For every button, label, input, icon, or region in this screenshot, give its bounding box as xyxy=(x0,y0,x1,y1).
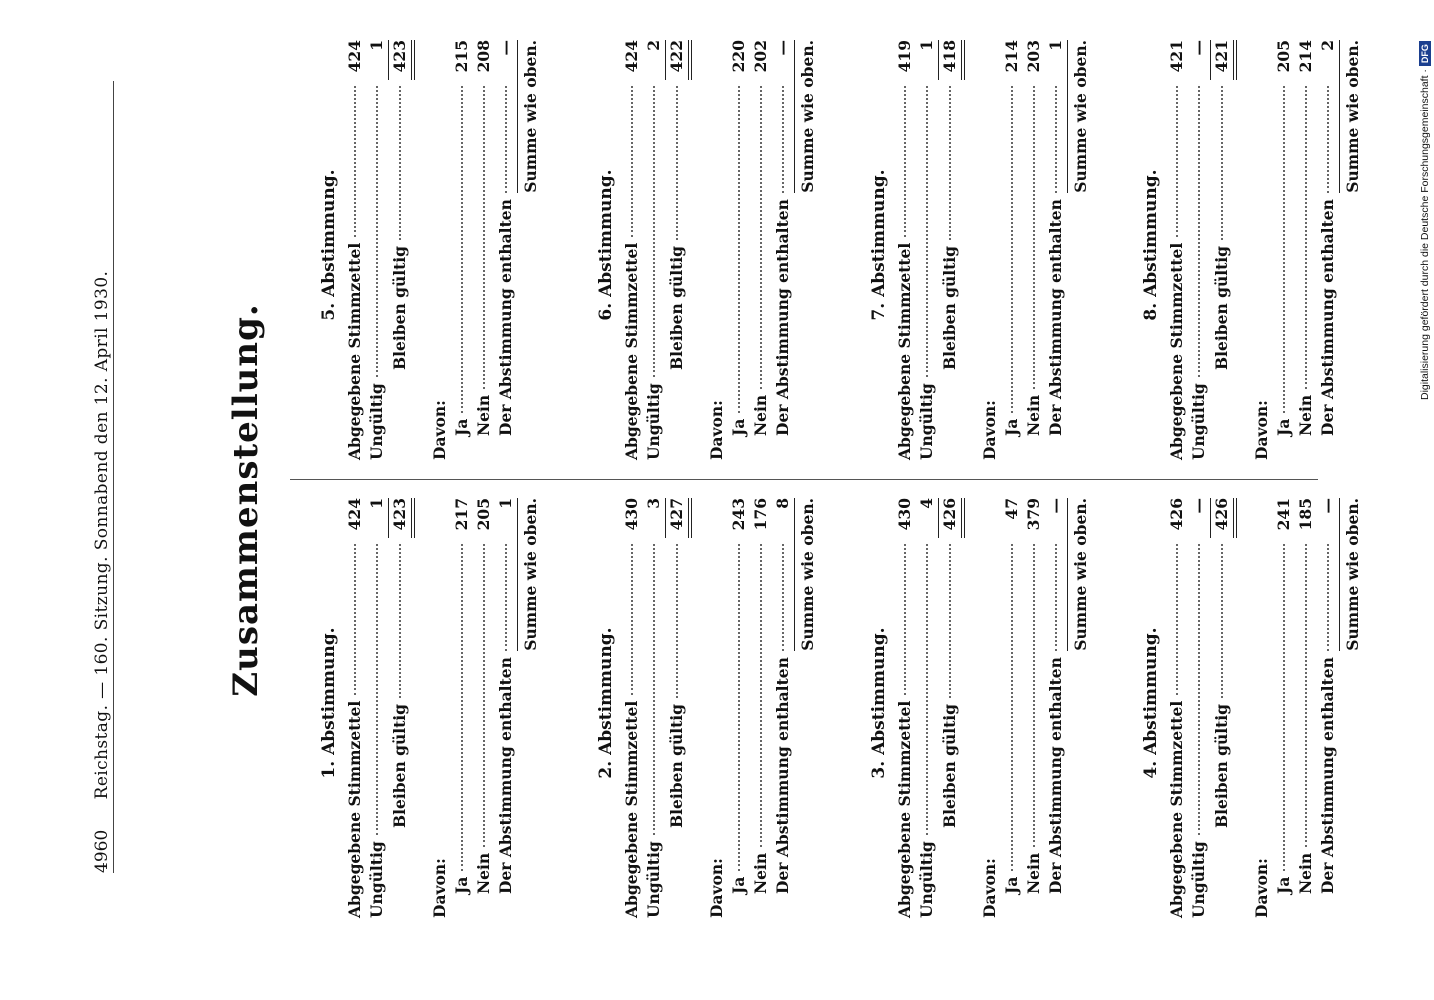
label-nein: Nein xyxy=(1024,852,1043,894)
label-davon: Davon: xyxy=(1252,858,1271,918)
row-ungueltig xyxy=(916,498,939,918)
vote-title: 1. Abstimmung. xyxy=(319,627,339,779)
row-gueltig xyxy=(939,40,965,460)
running-head: Reichstag. — 160. Sitzung. Sonnabend den 12. April 1930. xyxy=(92,270,112,800)
value-ja: 47 xyxy=(1002,498,1021,520)
label-summe: Summe wie oben. xyxy=(517,40,542,193)
label-abgegeben: Abgegebene Stimmzettel xyxy=(1167,242,1186,460)
vote-block xyxy=(318,40,542,460)
value-gueltig: 421 xyxy=(1211,40,1237,80)
label-gueltig: Bleiben gültig xyxy=(390,246,409,370)
vote-title: 5. Abstimmung. xyxy=(319,169,339,321)
value-nein: 185 xyxy=(1296,498,1315,531)
row-ja xyxy=(728,498,750,918)
label-enthalten: Der Abstimmung enthalten xyxy=(1046,199,1065,436)
row-nein xyxy=(750,40,772,460)
row-gueltig xyxy=(666,40,692,460)
value-nein: 203 xyxy=(1024,40,1043,73)
value-nein: 208 xyxy=(474,40,493,73)
row-enthalten xyxy=(495,40,517,460)
row-abgegeben xyxy=(344,40,366,460)
vote-block xyxy=(1140,40,1364,460)
row-gueltig xyxy=(666,498,692,918)
value-ungueltig: 1 xyxy=(366,40,389,80)
value-nein: 205 xyxy=(474,498,493,531)
label-ungueltig: Ungültig xyxy=(644,383,663,460)
row-ungueltig xyxy=(916,40,939,460)
value-gueltig: 427 xyxy=(666,498,692,538)
value-abgegeben: 424 xyxy=(345,40,364,73)
row-abgegeben xyxy=(344,498,366,918)
row-ja xyxy=(1001,40,1023,460)
value-gueltig: 418 xyxy=(939,40,965,80)
label-summe: Summe wie oben. xyxy=(1067,498,1092,651)
vote-title: 6. Abstimmung. xyxy=(596,169,616,321)
row-summe xyxy=(1067,40,1092,460)
dfg-funding-note xyxy=(1413,8,1434,408)
label-abgegeben: Abgegebene Stimmzettel xyxy=(895,242,914,460)
label-summe: Summe wie oben. xyxy=(517,498,542,651)
row-ungueltig xyxy=(366,498,389,918)
label-davon: Davon: xyxy=(1252,400,1271,460)
row-enthalten xyxy=(1045,498,1067,918)
label-davon: Davon: xyxy=(707,858,726,918)
row-abgegeben xyxy=(894,40,916,460)
label-nein: Nein xyxy=(751,852,770,894)
row-enthalten xyxy=(1045,40,1067,460)
value-enthalten: — xyxy=(773,40,792,56)
label-ja: Ja xyxy=(452,876,471,894)
row-summe xyxy=(794,40,819,460)
label-abgegeben: Abgegebene Stimmzettel xyxy=(622,700,641,918)
value-ungueltig: 1 xyxy=(366,498,389,538)
label-ungueltig: Ungültig xyxy=(367,383,386,460)
row-summe xyxy=(1339,498,1364,918)
row-nein xyxy=(1295,498,1317,918)
label-ja: Ja xyxy=(729,418,748,436)
dfg-note-text: Digitalisierung gefördert durch die Deutsche Forschungsgemeinschaft · xyxy=(1419,69,1431,400)
vote-title: 8. Abstimmung. xyxy=(1141,169,1161,321)
value-abgegeben: 424 xyxy=(345,498,364,531)
value-ungueltig: — xyxy=(1188,498,1211,538)
document-title: Zusammenstellung. xyxy=(226,303,266,697)
vote-block xyxy=(595,40,819,460)
value-ja: 205 xyxy=(1274,40,1293,73)
value-abgegeben: 421 xyxy=(1167,40,1186,73)
label-abgegeben: Abgegebene Stimmzettel xyxy=(895,700,914,918)
vote-title: 4. Abstimmung. xyxy=(1141,627,1161,779)
value-gueltig: 423 xyxy=(389,498,415,538)
column-divider xyxy=(290,479,1318,480)
value-nein: 176 xyxy=(751,498,770,531)
label-davon: Davon: xyxy=(980,858,999,918)
row-summe xyxy=(794,498,819,918)
label-ungueltig: Ungültig xyxy=(367,841,386,918)
value-ja: 214 xyxy=(1002,40,1021,73)
value-ja: 241 xyxy=(1274,498,1293,531)
value-ungueltig: 4 xyxy=(916,498,939,538)
label-gueltig: Bleiben gültig xyxy=(667,704,686,828)
row-nein xyxy=(750,498,772,918)
label-summe: Summe wie oben. xyxy=(1067,40,1092,193)
value-enthalten: — xyxy=(1046,498,1065,514)
label-summe: Summe wie oben. xyxy=(794,40,819,193)
vote-title: 3. Abstimmung. xyxy=(869,627,889,779)
value-gueltig: 422 xyxy=(666,40,692,80)
value-abgegeben: 426 xyxy=(1167,498,1186,531)
label-enthalten: Der Abstimmung enthalten xyxy=(496,657,515,894)
dfg-logo: DFG xyxy=(1419,41,1431,66)
row-ungueltig xyxy=(366,40,389,460)
row-nein xyxy=(1023,40,1045,460)
value-ungueltig: 1 xyxy=(916,40,939,80)
value-ja: 217 xyxy=(452,498,471,531)
value-abgegeben: 419 xyxy=(895,40,914,73)
label-abgegeben: Abgegebene Stimmzettel xyxy=(622,242,641,460)
label-summe: Summe wie oben. xyxy=(1339,498,1364,651)
label-davon: Davon: xyxy=(980,400,999,460)
value-nein: 214 xyxy=(1296,40,1315,73)
label-enthalten: Der Abstimmung enthalten xyxy=(773,657,792,894)
label-nein: Nein xyxy=(474,852,493,894)
row-gueltig xyxy=(389,40,415,460)
row-ja xyxy=(1273,498,1295,918)
label-gueltig: Bleiben gültig xyxy=(940,704,959,828)
row-nein xyxy=(473,40,495,460)
row-gueltig xyxy=(1211,498,1237,918)
label-ja: Ja xyxy=(1002,418,1021,436)
value-enthalten: 1 xyxy=(1046,40,1065,51)
row-ja xyxy=(1001,498,1023,918)
label-enthalten: Der Abstimmung enthalten xyxy=(1318,657,1337,894)
value-nein: 379 xyxy=(1024,498,1043,531)
header-rule xyxy=(113,81,114,873)
label-nein: Nein xyxy=(751,394,770,436)
vote-block xyxy=(1140,498,1364,918)
row-nein xyxy=(1295,40,1317,460)
label-summe: Summe wie oben. xyxy=(794,498,819,651)
value-abgegeben: 430 xyxy=(895,498,914,531)
label-enthalten: Der Abstimmung enthalten xyxy=(1318,199,1337,436)
row-abgegeben xyxy=(894,498,916,918)
label-davon: Davon: xyxy=(707,400,726,460)
row-ungueltig xyxy=(643,40,666,460)
label-ungueltig: Ungültig xyxy=(1189,383,1208,460)
label-nein: Nein xyxy=(474,394,493,436)
vote-block xyxy=(868,498,1092,918)
label-davon: Davon: xyxy=(430,858,449,918)
row-gueltig xyxy=(389,498,415,918)
value-ungueltig: 2 xyxy=(643,40,666,80)
label-gueltig: Bleiben gültig xyxy=(1212,246,1231,370)
label-davon: Davon: xyxy=(430,400,449,460)
label-ja: Ja xyxy=(1002,876,1021,894)
value-gueltig: 426 xyxy=(939,498,965,538)
value-enthalten: — xyxy=(496,40,515,56)
value-abgegeben: 430 xyxy=(622,498,641,531)
label-ja: Ja xyxy=(1274,876,1293,894)
label-ungueltig: Ungültig xyxy=(1189,841,1208,918)
row-ungueltig xyxy=(643,498,666,918)
label-ja: Ja xyxy=(1274,418,1293,436)
value-ja: 243 xyxy=(729,498,748,531)
label-ungueltig: Ungültig xyxy=(917,383,936,460)
label-nein: Nein xyxy=(1024,394,1043,436)
label-abgegeben: Abgegebene Stimmzettel xyxy=(1167,700,1186,918)
value-enthalten: — xyxy=(1318,498,1337,514)
row-summe xyxy=(517,498,542,918)
page-number: 4960 xyxy=(92,829,112,873)
value-abgegeben: 424 xyxy=(622,40,641,73)
label-gueltig: Bleiben gültig xyxy=(667,246,686,370)
label-enthalten: Der Abstimmung enthalten xyxy=(1046,657,1065,894)
row-nein xyxy=(1023,498,1045,918)
row-enthalten xyxy=(772,498,794,918)
label-nein: Nein xyxy=(1296,852,1315,894)
value-gueltig: 426 xyxy=(1211,498,1237,538)
label-enthalten: Der Abstimmung enthalten xyxy=(496,199,515,436)
row-gueltig xyxy=(1211,40,1237,460)
label-ungueltig: Ungültig xyxy=(917,841,936,918)
label-gueltig: Bleiben gültig xyxy=(390,704,409,828)
value-enthalten: 1 xyxy=(496,498,515,509)
vote-block xyxy=(595,498,819,918)
label-gueltig: Bleiben gültig xyxy=(1212,704,1231,828)
row-ja xyxy=(728,40,750,460)
label-abgegeben: Abgegebene Stimmzettel xyxy=(345,700,364,918)
vote-title: 7. Abstimmung. xyxy=(869,169,889,321)
vote-block xyxy=(868,40,1092,460)
label-gueltig: Bleiben gültig xyxy=(940,246,959,370)
row-ungueltig xyxy=(1188,498,1211,918)
label-summe: Summe wie oben. xyxy=(1339,40,1364,193)
value-ungueltig: — xyxy=(1188,40,1211,80)
row-abgegeben xyxy=(621,498,643,918)
vote-block xyxy=(318,498,542,918)
label-enthalten: Der Abstimmung enthalten xyxy=(773,199,792,436)
row-abgegeben xyxy=(1166,498,1188,918)
value-ungueltig: 3 xyxy=(643,498,666,538)
row-enthalten xyxy=(1317,40,1339,460)
label-ja: Ja xyxy=(452,418,471,436)
row-enthalten xyxy=(1317,498,1339,918)
row-enthalten xyxy=(495,498,517,918)
row-summe xyxy=(1067,498,1092,918)
page-header xyxy=(92,77,112,873)
row-abgegeben xyxy=(1166,40,1188,460)
value-enthalten: 8 xyxy=(773,498,792,509)
value-gueltig: 423 xyxy=(389,40,415,80)
row-ungueltig xyxy=(1188,40,1211,460)
row-summe xyxy=(517,40,542,460)
value-ja: 215 xyxy=(452,40,471,73)
value-ja: 220 xyxy=(729,40,748,73)
row-gueltig xyxy=(939,498,965,918)
value-enthalten: 2 xyxy=(1318,40,1337,51)
row-nein xyxy=(473,498,495,918)
label-nein: Nein xyxy=(1296,394,1315,436)
label-abgegeben: Abgegebene Stimmzettel xyxy=(345,242,364,460)
row-summe xyxy=(1339,40,1364,460)
row-enthalten xyxy=(772,40,794,460)
row-ja xyxy=(1273,40,1295,460)
value-nein: 202 xyxy=(751,40,770,73)
row-abgegeben xyxy=(621,40,643,460)
vote-title: 2. Abstimmung. xyxy=(596,627,616,779)
label-ungueltig: Ungültig xyxy=(644,841,663,918)
row-ja xyxy=(451,498,473,918)
row-ja xyxy=(451,40,473,460)
label-ja: Ja xyxy=(729,876,748,894)
